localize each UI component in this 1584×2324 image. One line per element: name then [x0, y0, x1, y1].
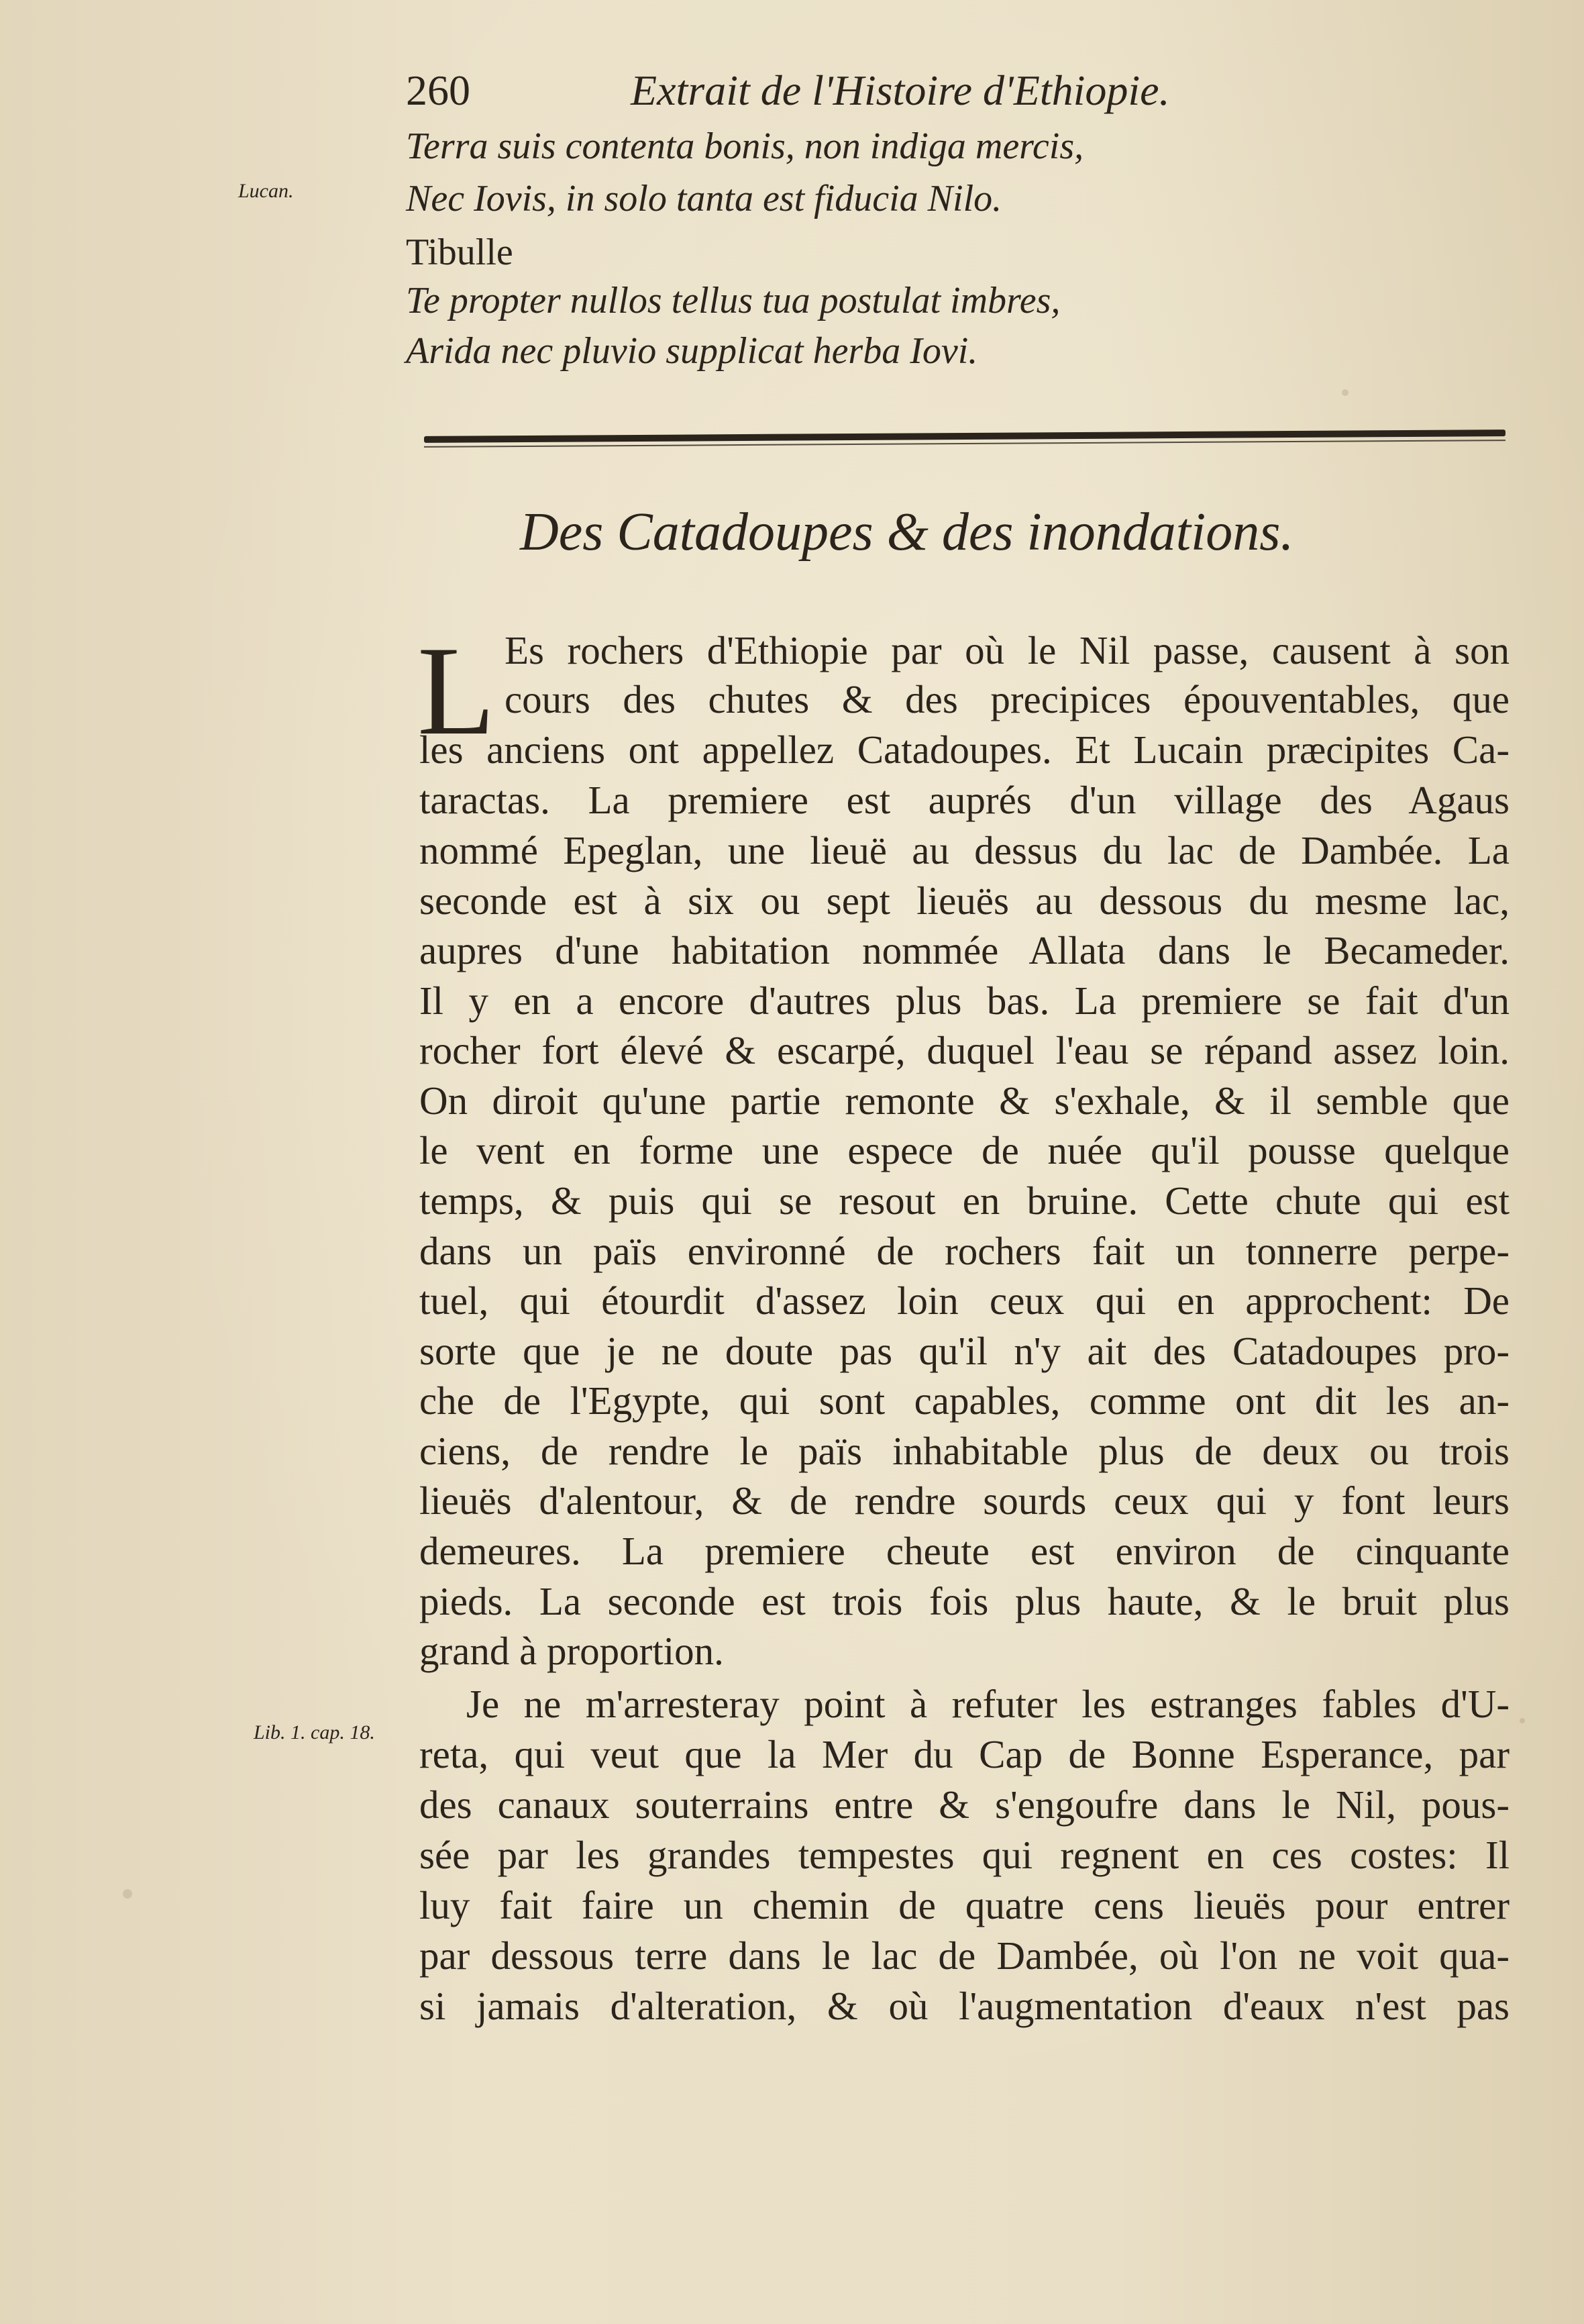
- body-line: seconde est à six ou sept lieuës au dessous du mesme lac,: [419, 878, 1510, 923]
- body-line: le vent en forme une espece de nuée qu'il pousse quelque: [419, 1128, 1510, 1172]
- body-line: si jamais d'alteration, & où l'augmentation d'eaux n'est pas: [419, 1984, 1510, 2028]
- paper-spot: [1520, 1718, 1525, 1723]
- verse-author-label: Tibulle: [406, 232, 513, 273]
- body-line: ciens, de rendre le païs inhabitable plus de deux ou trois: [419, 1429, 1510, 1473]
- body-line: rocher fort élevé & escarpé, duquel l'eau se répand assez loin.: [419, 1028, 1510, 1072]
- body-line: Es rochers d'Ethiopie par où le Nil passe, causent à son: [505, 628, 1510, 672]
- body-line: reta, qui veut que la Mer du Cap de Bonne Esperance, par: [419, 1732, 1510, 1776]
- body-line: sorte que je ne doute pas qu'il n'y ait des Catadoupes pro-: [419, 1329, 1510, 1373]
- verse-line: Arida nec pluvio supplicat herba Iovi.: [406, 330, 978, 372]
- body-line: sée par les grandes tempestes qui regnent en ces costes: Il: [419, 1833, 1510, 1877]
- body-line: On diroit qu'une partie remonte & s'exhale, & il semble que: [419, 1078, 1510, 1123]
- body-line: pieds. La seconde est trois fois plus haute, & le bruit plus: [419, 1579, 1510, 1623]
- running-title: Extrait de l'Histoire d'Ethiopie.: [631, 66, 1170, 114]
- margin-note-reference: Lib. 1. cap. 18.: [254, 1721, 375, 1744]
- paper-spot: [1342, 389, 1349, 396]
- drop-cap: L: [417, 621, 496, 762]
- body-line: luy fait faire un chemin de quatre cens lieuës pour entrer: [419, 1883, 1510, 1927]
- body-line: par dessous terre dans le lac de Dambée, où l'on ne voit qua-: [419, 1933, 1510, 1978]
- running-header: [406, 66, 1305, 119]
- verse-line: Te propter nullos tellus tua postulat imbres,: [406, 280, 1061, 321]
- body-line: Je ne m'arresteray point à refuter les estranges fables d'U-: [466, 1682, 1510, 1726]
- verse-line: Terra suis contenta bonis, non indiga mercis,: [406, 125, 1084, 167]
- body-line: demeures. La premiere cheute est environ de cinquante: [419, 1529, 1510, 1573]
- body-line: lieuës d'alentour, & de rendre sourds ceux qui y font leurs: [419, 1478, 1510, 1523]
- verse-line: Nec Iovis, in solo tanta est fiducia Nilo.: [406, 178, 1002, 219]
- body-line: dans un païs environné de rochers fait un tonnerre perpe-: [419, 1229, 1510, 1273]
- margin-note-lucan: Lucan.: [238, 180, 294, 202]
- body-line: che de l'Egypte, qui sont capables, comme ont dit les an-: [419, 1378, 1510, 1423]
- body-line: les anciens ont appellez Catadoupes. Et Lucain præcipites Ca-: [419, 727, 1510, 772]
- paper-spot: [123, 1889, 132, 1899]
- body-line: taractas. La premiere est auprés d'un village des Agaus: [419, 778, 1510, 822]
- section-title: Des Catadoupes & des inondations.: [520, 503, 1294, 562]
- body-line: aupres d'une habitation nommée Allata dans le Becameder.: [419, 928, 1510, 972]
- body-line: Il y en a encore d'autres plus bas. La premiere se fait d'un: [419, 978, 1510, 1023]
- body-line: nommé Epeglan, une lieuë au dessus du lac de Dambée. La: [419, 828, 1510, 872]
- body-line: temps, & puis qui se resout en bruine. Cette chute qui est: [419, 1178, 1510, 1223]
- body-line: tuel, qui étourdit d'assez loin ceux qui en approchent: De: [419, 1278, 1510, 1323]
- body-line: cours des chutes & des precipices épouventables, que: [505, 677, 1510, 721]
- body-line: des canaux souterrains entre & s'engoufre dans le Nil, pous-: [419, 1782, 1510, 1827]
- body-line: grand à proportion.: [419, 1629, 724, 1673]
- page-number: 260: [406, 66, 470, 114]
